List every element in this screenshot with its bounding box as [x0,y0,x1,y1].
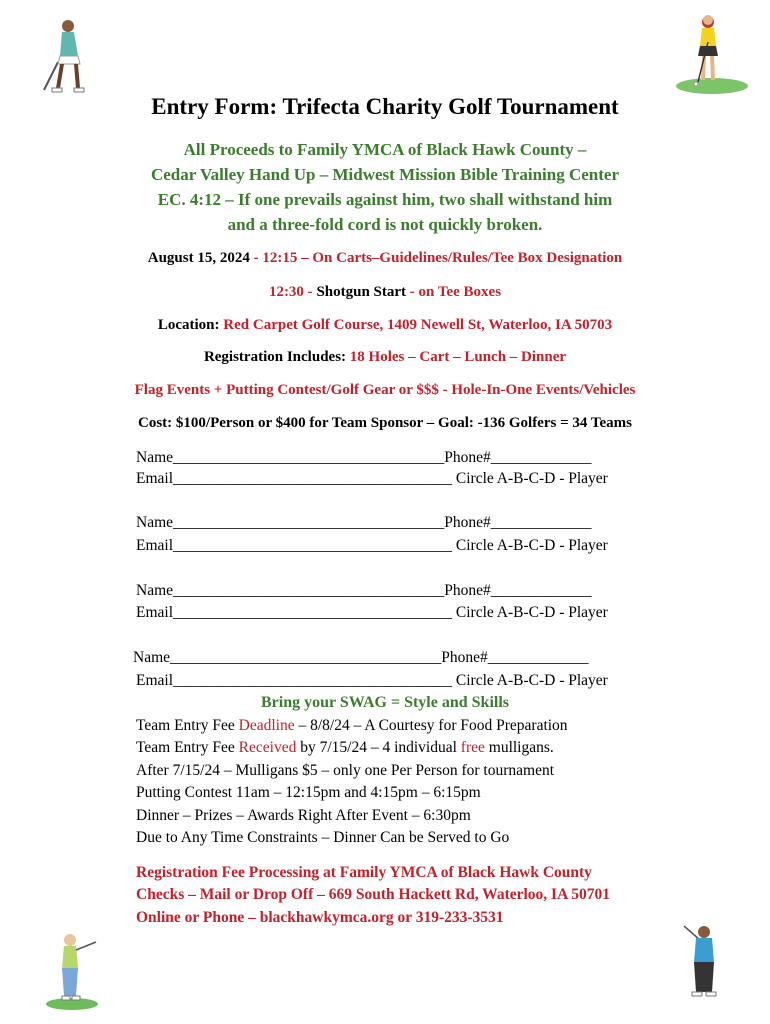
registration-label: Registration Includes: [203,349,347,365]
golfer-illustration-top-right [672,12,752,96]
mulligans-note: After 7/15/24 – Mulligans $5 – only one Per Person for tournament [136,762,555,779]
golfer-illustration-bottom-right [670,920,734,1002]
player-4-name-field[interactable]: Name___________________________________Phone#_____________ [133,649,589,666]
event-date: August 15, 2024 [147,250,250,266]
player-2-name-field[interactable]: Name___________________________________Phone#_____________ [136,514,592,531]
events-line: Flag Events + Putting Contest/Golf Gear or $$$ - Hole-In-One Events/Vehicles [134,382,636,398]
footer-line: Online or Phone – blackhawkymca.org or 319-233-3531 [136,909,504,926]
golfer-illustration-bottom-left [44,930,102,1012]
putting-note: Putting Contest 11am – 12:15pm and 4:15pm – 6:15pm [136,784,481,801]
deadline-detail: – 8/8/24 – A Courtesy for Food Preparation [294,717,568,734]
golfer-illustration-top-left [38,16,102,94]
player-1-email-field[interactable]: Email____________________________________ Circle A-B-C-D - Player [136,470,608,487]
received-text: Team Entry Fee [136,739,239,756]
subtitle-line: EC. 4:12 – If one prevails against him, two shall withstand him [157,190,613,209]
carts-info: - 12:15 – On Carts–Guidelines/Rules/Tee Box Designation [249,250,623,266]
received-word: Received [238,739,297,756]
deadline-note [136,717,568,735]
subtitle-block [0,137,770,237]
subtitle-line: and a three-fold cord is not quickly broken. [227,215,543,234]
player-1-name-field[interactable]: Name___________________________________Phone#_____________ [136,449,592,466]
deadline-text: Team Entry Fee [136,717,239,734]
player-3-email-field[interactable]: Email____________________________________ Circle A-B-C-D - Player [136,604,608,621]
schedule-date-line [0,250,770,267]
swag-heading: Bring your SWAG = Style and Skills [261,694,509,711]
footer-line: Registration Fee Processing at Family YMCA of Black Hawk County [136,864,592,881]
location-line [0,317,770,334]
registration-line [0,349,770,366]
start-time: 12:30 - [268,284,313,300]
page-title: Entry Form: Trifecta Charity Golf Tournament [151,94,619,119]
cost-line: Cost: $100/Person or $400 for Team Sponsor – Goal: -136 Golfers = 34 Teams [138,415,632,431]
free-word: free [460,739,485,756]
start-where: - on Tee Boxes [406,284,502,300]
start-label: Shotgun Start [312,284,407,300]
player-4-email-field[interactable]: Email____________________________________ Circle A-B-C-D - Player [136,672,608,689]
constraints-note: Due to Any Time Constraints – Dinner Can be Served to Go [136,829,510,846]
location-label: Location: [157,317,220,333]
footer-line: Checks – Mail or Drop Off – 669 South Hackett Rd, Waterloo, IA 50701 [136,886,611,903]
player-3-name-field[interactable]: Name___________________________________Phone#_____________ [136,582,592,599]
player-2-email-field[interactable]: Email____________________________________ Circle A-B-C-D - Player [136,537,608,554]
subtitle-line: Cedar Valley Hand Up – Midwest Mission Bible Training Center [150,165,619,184]
received-note [136,739,554,757]
registration-value: 18 Holes – Cart – Lunch – Dinner [346,349,567,365]
shotgun-start-line [0,284,770,301]
mulligans-word: mulligans. [484,739,554,756]
deadline-word: Deadline [238,717,295,734]
dinner-note: Dinner – Prizes – Awards Right After Event – 6:30pm [136,807,471,824]
subtitle-line: All Proceeds to Family YMCA of Black Hawk County – [183,140,587,159]
location-value: Red Carpet Golf Course, 1409 Newell St, Waterloo, IA 50703 [219,317,613,333]
received-detail: by 7/15/24 – 4 individual [296,739,461,756]
